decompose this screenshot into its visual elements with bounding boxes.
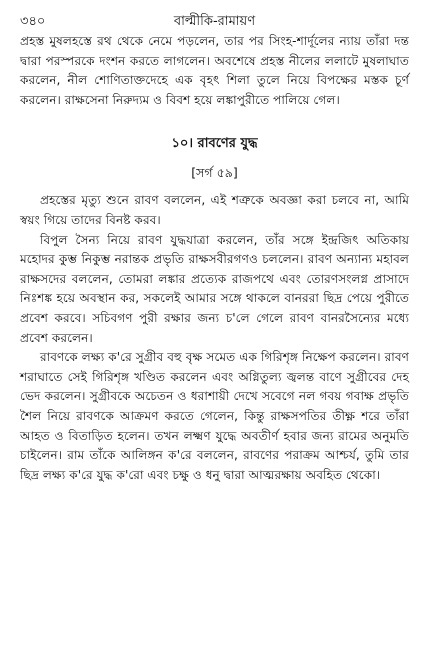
paragraph-prahasta-death: প্রহস্ত মুষলহস্তে রথ থেকে নেমে পড়লেন, তার পর সিংহ-শার্দূলের ন্যায় তাঁরা দন্ত দ্বারা পরস্পরকে দংশন করতে লাগলেন। অবশেষে প্রহস্ত নীলের ললাটে মুষলাঘাত করলেন, নীল শোণিতাক্তদেহে এক বৃহৎ শিলা তুলে নিয়ে বিপক্ষের মস্তক চূর্ণ করলেন। রাক্ষসেনা নিরুদ্যম ও বিবশ হয়ে লঙ্কাপুরীতে পালিয়ে গেল। <box>20 34 409 107</box>
paragraph-sugriva-fight: রাবণকে লক্ষ্য ক'রে সুগ্রীব বহু বৃক্ষ সমেত এক গিরিশৃঙ্গ নিক্ষেপ করলেন। রাবণ শরাঘাতে সেই গিরিশৃঙ্গ খণ্ডিত করলেন এবং অগ্নিতুল্য জ্বলন্ত বাণে সুগ্রীবের দেহ ভেদ করলেন। সুগ্রীবকে অচেতন ও ধরাশায়ী দেখে সবেগে নল গবয় গবাক্ষ প্রভৃতি শৈল নিয়ে রাবণকে আক্রমণ করতে গেলেন, কিন্তু রাক্ষসপতির তীক্ষ্ণ শরে তাঁরা আহত ও বিতাড়িত হলেন। তখন লক্ষ্মণ যুদ্ধে অবতীর্ণ হবার জন্য রামের অনুমতি চাইলেন। রাম তাঁকে আলিঙ্গন ক'রে বললেন, রাবণের পরাক্রম আশ্চর্য, তুমি তার ছিদ্র লক্ষ্য ক'রে যুদ্ধ ক'রো এবং চক্ষু ও ধনু দ্বারা আত্মরক্ষায় অবহিত থেকো। <box>20 350 409 482</box>
canto-label: [সর্গ ৫৯] <box>191 165 238 181</box>
running-head: বাল্মীকি-রামায়ণ <box>173 14 256 29</box>
paragraph-ravana-speaks: প্রহস্তের মৃত্যু শুনে রাবণ বললেন, এই শত্রুকে অবজ্ঞা করা চলবে না, আমি স্বয়ং গিয়ে তাদের বিনষ্ট করব। <box>20 193 409 227</box>
page-header <box>20 10 409 32</box>
page-number: ৩৪০ <box>20 14 46 29</box>
paragraph-ravana-marches: বিপুল সৈন্য নিয়ে রাবণ যুদ্ধযাত্রা করলেন, তাঁর সঙ্গে ইন্দ্রজিৎ অতিকায় মহোদর কুম্ভ নিকুম্ভ নরান্তক প্রভৃতি রাক্ষসবীরগণও চললেন। রাবণ অন্যান্য মহাবল রাক্ষসদের বললেন, তোমরা লঙ্কার প্রত্যেক রাজপথে এবং তোরণসংলগ্ন প্রাসাদে নিঃশঙ্ক হয়ে অবস্থান কর, সকলেই আমার সঙ্গে থাকলে বানররা ছিদ্র পেয়ে পুরীতে প্রবেশ করবে। সচিবগণ পুরী রক্ষার জন্য চ'লে গেলে রাবণ বানরসৈন্যের মধ্যে প্রবেশ করলেন। <box>20 232 409 345</box>
section-title: ১০। রাবণের যুদ্ধ <box>171 136 258 152</box>
